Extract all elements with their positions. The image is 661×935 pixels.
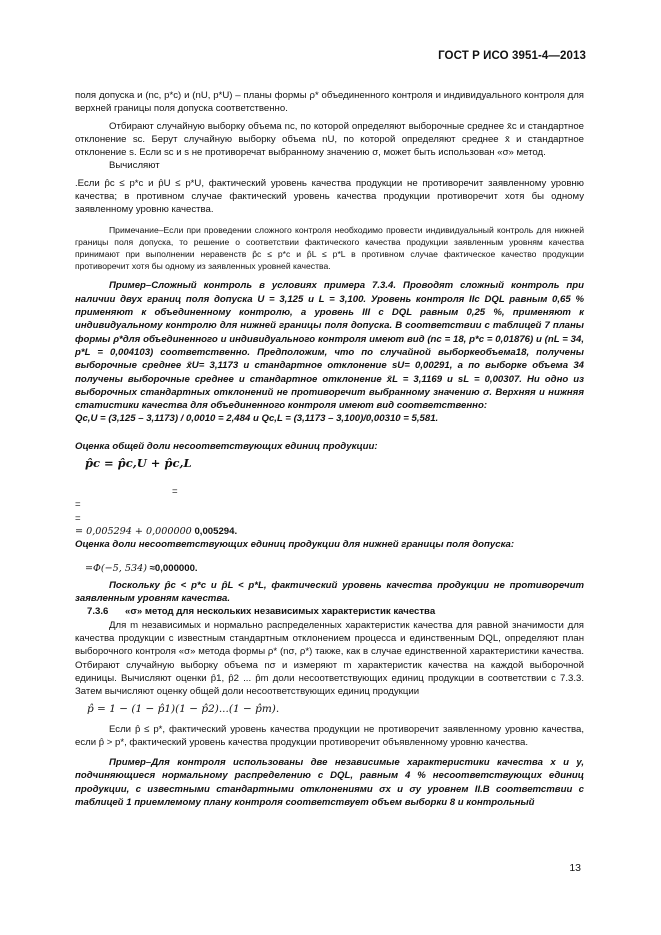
document-body bbox=[75, 89, 584, 809]
formula-eq2: = bbox=[75, 512, 81, 524]
paragraph-sample: Отбирают случайную выборку объема nc, по которой определяют выборочные среднее x̄c и стандартное отклонение sc. Берут случайную выборку объема nU, по которой определяют среднее x̄ и стандартное отклонение s. Если sc и s не противоречат выбранному значению σ, может быть использован «σ» метод. bbox=[75, 120, 584, 159]
formula-pc-row bbox=[75, 457, 584, 475]
section-number: 7.3.6 bbox=[87, 606, 109, 618]
section-heading bbox=[75, 605, 584, 618]
paragraph-multiple-characteristics: Для m независимых и нормально распределенных характеристик качества для равной значимости для качества продукции с известным стандартным отклонением процесса и единственным DQL, определяют план выборочного контроля «σ» метода формы ρ* (nσ, ρ*) также, как в случае единственной характеристики качества. Отбирают случайную выборку объема nσ и измеряют m характеристик качества на каждой выборочной единицы. Вычисляют оценки p̂1, p̂2 ... p̂m доли несоответствующих единиц продукции в соответствии с 7.3.3. Затем вычисляют оценку общей доли несоответствующих единиц продукции bbox=[75, 619, 584, 698]
formula-line-3 bbox=[75, 525, 584, 538]
lower-result: ≈0,000000. bbox=[149, 562, 198, 574]
estimate-lower-heading: Оценка доли несоответствующих единиц продукции для нижней границы поля допуска: bbox=[75, 539, 515, 551]
formula-eq1: = bbox=[75, 499, 81, 511]
note-paragraph: Примечание–Если при проведении сложного контроля необходимо провести индивидуальный контроль для нижней границы поля допуска, то решение о соответствии фактического качества продукции заявленным уровням качества принимают при выполнении неравенств p̂c ≤ p*c и p̂L ≤ p*L в противном случае фактическое качество продукции противоречит хотя бы одному из заявленных уровней качества. bbox=[75, 224, 584, 272]
paragraph-since: Поскольку p̂c < p*c и p̂L < p*L, фактический уровень качества продукции не противоречит заявленным уровням качества. bbox=[75, 579, 584, 605]
paragraph-conformance: Если p̂ ≤ p*, фактический уровень качества продукции не противоречит заявленному уровню качества, если p̂ > p*, фактический уровень качества продукции противоречит объявленному уровню качества. bbox=[75, 723, 584, 748]
formula-line-2 bbox=[75, 512, 584, 525]
formula-product: p̂ = 1 − (1 − p̂1)(1 − p̂2)...(1 − p̂m). bbox=[87, 702, 280, 715]
estimate-total-heading: Оценка общей доли несоответствующих единиц продукции: bbox=[75, 440, 378, 452]
standard-header: ГОСТ Р ИСО 3951-4—2013 bbox=[438, 50, 586, 62]
page-number: 13 bbox=[569, 862, 581, 874]
example-complex-control: Пример–Сложный контроль в условиях примера 7.3.4. Проводят сложный контроль при наличии двух границ поля допуска U = 3,125 и L = 3,100. Уровень контроля IIс DQL равным 0,65 % применяют к объединенному контролю, а уровень III с DQL равным 0,25 %, применяют к индивидуальному контролю для нижней границы поля допуска. В соответствии с таблицей 7 планы формы ρ*для объединенного и индивидуального контроля имеют вид (nc = 18, p*c = 0,01876) и (nL = 34, p*L = 0,004103) соответственно. Предположим, что по случайной выборкеобъема18, получены выборочные среднее x̄U= 3,1173 и стандартное отклонение sU= 0,00291, а по выборке объема 34 получены выборочные среднее и стандартное отклонение x̄L = 3,1169 и sL = 0,00307. Ни одно из выборочных стандартных отклонений не противоречит выбранному значению σ. Верхняя и нижняя статистики качества для объединенного контроля имеют вид соответственно: bbox=[75, 280, 584, 412]
paragraph-decision: .Если p̂c ≤ p*c и p̂U ≤ p*U, фактический уровень качества продукции не противоречит заявленному уровню качества; в противном случае фактический уровень качества продукции противоречит хотя бы одному заявленному уровню качества. bbox=[75, 177, 584, 216]
total-result: 0,005294. bbox=[194, 525, 238, 537]
formula-equals-row bbox=[75, 485, 584, 498]
formula-line-1 bbox=[75, 498, 584, 511]
quality-statistics-line: Qc,U = (3,125 – 3,1173) / 0,0010 = 2,484 и Qc,L = (3,1173 – 3,100)/0,00310 = 5,581. bbox=[75, 413, 439, 425]
formula-eq3: = 0,005294 + 0,000000 bbox=[75, 525, 192, 537]
paragraph-plans: поля допуска и (nc, p*c) и (nU, p*U) – планы формы ρ* объединенного контроля и индивидуального контроля для верхней границы поля допуска соответственно. bbox=[75, 90, 584, 115]
formula-pc: p̂c = p̂c,U + p̂c,L bbox=[85, 456, 192, 471]
section-title: «σ» метод для нескольких независимых характеристик качества bbox=[125, 606, 436, 618]
formula-product-row bbox=[75, 703, 584, 719]
example-two-characteristics: Пример–Для контроля использованы две независимые характеристики качества x и y, подчиняющиеся нормальному распределению с DQL, равным 4 % несоответствующих единиц продукции, с известными стандартными отклонениями σx и σy уровнем II.В соответствии с таблицей 1 приемлемому плану контроля соответствует объем выборки 8 и контрольный bbox=[75, 757, 584, 808]
formula-equals: = bbox=[172, 486, 178, 498]
formula-phi-row bbox=[75, 562, 584, 575]
formula-phi: =Φ(−5, 534) bbox=[85, 562, 147, 574]
paragraph-compute: Вычисляют bbox=[109, 160, 160, 172]
